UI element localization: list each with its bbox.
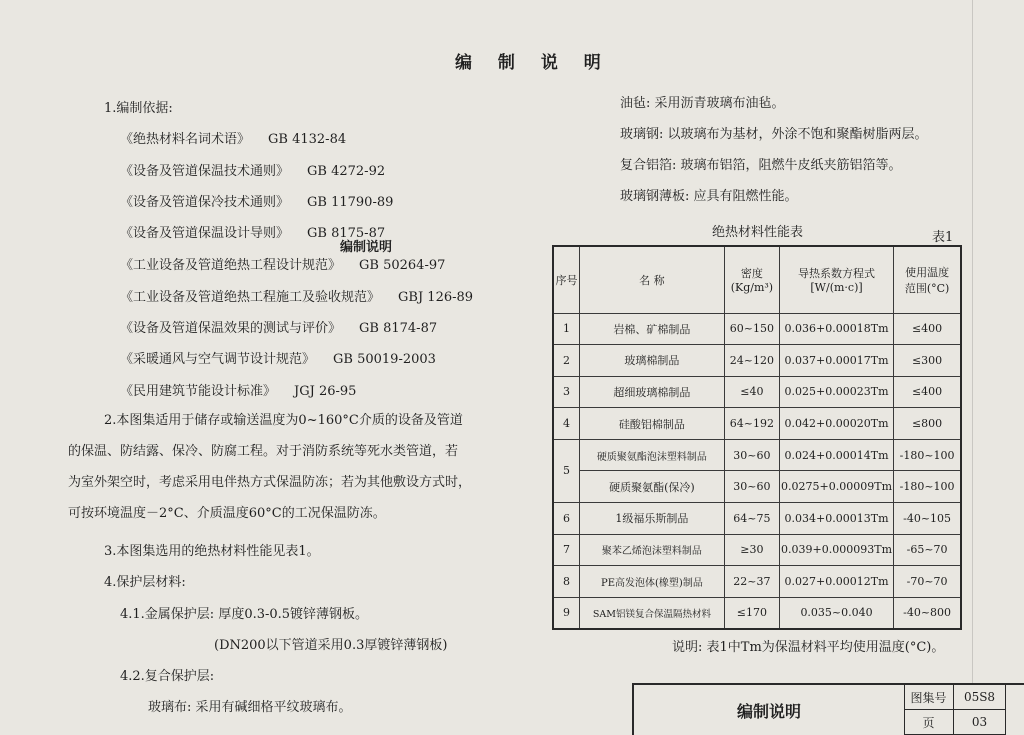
- table-row: [553, 566, 961, 598]
- header-density-label: 密度: [740, 267, 763, 281]
- header-name: 名 称: [580, 246, 725, 313]
- header-temp: [894, 246, 961, 313]
- cell-name: 硬质聚氨酯(保冷): [580, 471, 725, 503]
- reference-name: 《设备及管道保温技术通则》: [120, 164, 290, 179]
- glass-cloth-line: 玻璃布: 采用有碱细格平纹玻璃布。: [148, 700, 352, 715]
- cell-density: 24~120: [724, 345, 779, 377]
- cell-formula: 0.034+0.00013Tm: [779, 503, 893, 535]
- reference-item: [120, 317, 437, 336]
- reference-name: 《民用建筑节能设计标准》: [120, 384, 277, 399]
- reference-code: GB 8175-87: [307, 226, 386, 241]
- overlay-title: 编制说明: [340, 240, 393, 255]
- header-density-unit: (Kg/m³): [730, 281, 774, 295]
- paragraph-3: 3.本图集选用的绝热材料性能见表1。: [104, 544, 320, 559]
- cell-temp: -70~70: [894, 566, 961, 598]
- material-table: [552, 245, 962, 630]
- material-line: 复合铝箔: 玻璃布铝箔，阻燃牛皮纸夹筋铝箔等。: [620, 158, 902, 173]
- table-note: 说明: 表1中Tm为保温材料平均使用温度(°C)。: [672, 640, 945, 655]
- reference-name: 《设备及管道保温效果的测试与评价》: [120, 321, 342, 336]
- basis-heading: 1.编制依据:: [104, 101, 173, 116]
- reference-code: GB 4272-92: [307, 164, 386, 179]
- cell-temp: -40~105: [894, 503, 961, 535]
- material-line: 油毡: 采用沥青玻璃布油毡。: [620, 96, 785, 111]
- reference-item: [120, 348, 436, 367]
- reference-code: GBJ 126-89: [398, 290, 474, 305]
- cell-density: ≤40: [724, 376, 779, 408]
- table-number: 表1: [932, 230, 954, 245]
- reference-code: JGJ 26-95: [294, 384, 357, 399]
- reference-item: [120, 222, 385, 241]
- cell-density: ≥30: [724, 534, 779, 566]
- reference-name: 《设备及管道保温设计导则》: [120, 226, 290, 241]
- table-row: [553, 408, 961, 440]
- paragraph-line: 的保温、防结露、保冷、防腐工程。对于消防系统等死水类管道，若: [68, 444, 459, 459]
- cell-density: 64~192: [724, 408, 779, 440]
- reference-code: GB 8174-87: [359, 321, 438, 336]
- reference-item: [120, 191, 393, 210]
- title-block-title: 编制说明: [634, 685, 905, 735]
- cell-density: 60~150: [724, 313, 779, 345]
- reference-name: 《绝热材料名词术语》: [120, 132, 251, 147]
- cell-no: 6: [553, 503, 580, 535]
- paragraph-4: 4.保护层材料:: [104, 575, 186, 590]
- cell-no: 1: [553, 313, 580, 345]
- cell-name: 聚苯乙烯泡沫塑料制品: [580, 534, 725, 566]
- cell-name: PE高发泡体(橡塑)制品: [580, 566, 725, 598]
- cell-no: 7: [553, 534, 580, 566]
- cell-temp: ≤300: [894, 345, 961, 377]
- paragraph-4-2: 4.2.复合保护层:: [120, 669, 215, 684]
- reference-name: 《工业设备及管道绝热工程施工及验收规范》: [120, 290, 381, 305]
- material-line: 玻璃钢: 以玻璃布为基材，外涂不饱和聚酯树脂两层。: [620, 127, 928, 142]
- cell-no: 5: [553, 439, 580, 502]
- right-border-line: [972, 0, 973, 683]
- reference-name: 《工业设备及管道绝热工程设计规范》: [120, 258, 342, 273]
- cell-formula: 0.024+0.00014Tm: [779, 439, 893, 471]
- cell-name: 1级福乐斯制品: [580, 503, 725, 535]
- page-title: 编 制 说 明: [455, 53, 611, 73]
- cell-density: 22~37: [724, 566, 779, 598]
- cell-temp: ≤800: [894, 408, 961, 440]
- atlas-value: 05S8: [954, 685, 1006, 710]
- paragraph-line: 2.本图集适用于储存或输送温度为0~160°C介质的设备及管道: [104, 413, 463, 428]
- cell-density: 30~60: [724, 439, 779, 471]
- header-conductivity-label: 导热系数方程式: [798, 267, 876, 281]
- paragraph-4-1-note: (DN200以下管道采用0.3厚镀锌薄钢板): [214, 638, 448, 653]
- cell-temp: -40~800: [894, 597, 961, 629]
- paragraph-line: 可按环境温度－2°C、介质温度60°C的工况保温防冻。: [68, 506, 386, 521]
- table-title: 绝热材料性能表: [712, 225, 804, 240]
- reference-code: GB 4132-84: [268, 132, 347, 147]
- cell-formula: 0.039+0.000093Tm: [779, 534, 893, 566]
- atlas-label: 图集号: [904, 685, 954, 710]
- header-conductivity: [779, 246, 893, 313]
- cell-no: 8: [553, 566, 580, 598]
- cell-formula: 0.0275+0.00009Tm: [779, 471, 893, 503]
- cell-temp: ≤400: [894, 376, 961, 408]
- cell-formula: 0.036+0.00018Tm: [779, 313, 893, 345]
- cell-name: 岩棉、矿棉制品: [580, 313, 725, 345]
- header-density: [724, 246, 779, 313]
- paragraph-line: 为室外架空时，考虑采用电伴热方式保温防冻；若为其他敷设方式时，: [68, 475, 472, 490]
- reference-code: GB 50264-97: [359, 258, 446, 273]
- table-row: [553, 471, 961, 503]
- cell-formula: 0.027+0.00012Tm: [779, 566, 893, 598]
- cell-temp: -180~100: [894, 471, 961, 503]
- table-row: [553, 503, 961, 535]
- table-header-row: [553, 246, 961, 313]
- paragraph-4-1: 4.1.金属保护层: 厚度0.3-0.5镀锌薄钢板。: [120, 607, 369, 622]
- header-no: 序号: [553, 246, 580, 313]
- cell-no: 3: [553, 376, 580, 408]
- reference-item: [120, 254, 445, 273]
- cell-no: 2: [553, 345, 580, 377]
- reference-code: GB 50019-2003: [333, 352, 436, 367]
- table-row: [553, 439, 961, 471]
- cell-density: 64~75: [724, 503, 779, 535]
- cell-density: 30~60: [724, 471, 779, 503]
- cell-formula: 0.025+0.00023Tm: [779, 376, 893, 408]
- cell-name: 超细玻璃棉制品: [580, 376, 725, 408]
- cell-name: 玻璃棉制品: [580, 345, 725, 377]
- cell-temp: -180~100: [894, 439, 961, 471]
- table-row: [553, 313, 961, 345]
- material-line: 玻璃钢薄板: 应具有阻燃性能。: [620, 189, 798, 204]
- cell-name: SAM铝镁复合保温隔热材料: [580, 597, 725, 629]
- cell-name: 硅酸铝棉制品: [580, 408, 725, 440]
- table-row: [553, 534, 961, 566]
- page-label: 页: [904, 710, 954, 735]
- reference-item: [120, 380, 356, 399]
- header-temp-unit: 范围(°C): [904, 281, 950, 295]
- cell-temp: -65~70: [894, 534, 961, 566]
- cell-temp: ≤400: [894, 313, 961, 345]
- cell-density: ≤170: [724, 597, 779, 629]
- header-conductivity-unit: [W/(m·c)]: [810, 281, 863, 295]
- cell-formula: 0.037+0.00017Tm: [779, 345, 893, 377]
- table-row: [553, 597, 961, 629]
- reference-name: 《采暖通风与空气调节设计规范》: [120, 352, 316, 367]
- reference-name: 《设备及管道保冷技术通则》: [120, 195, 290, 210]
- header-temp-label: 使用温度: [905, 265, 950, 279]
- reference-item: [120, 286, 473, 305]
- cell-formula: 0.035~0.040: [779, 597, 893, 629]
- paragraph-2: [68, 405, 508, 529]
- page-value: 03: [954, 710, 1006, 735]
- reference-item: [120, 160, 385, 179]
- table-row: [553, 376, 961, 408]
- cell-formula: 0.042+0.00020Tm: [779, 408, 893, 440]
- reference-item: [120, 128, 346, 147]
- cell-name: 硬质聚氨酯泡沫塑料制品: [580, 439, 725, 471]
- title-block: [632, 683, 1024, 735]
- table-row: [553, 345, 961, 377]
- cell-no: 4: [553, 408, 580, 440]
- reference-code: GB 11790-89: [307, 195, 394, 210]
- cell-no: 9: [553, 597, 580, 629]
